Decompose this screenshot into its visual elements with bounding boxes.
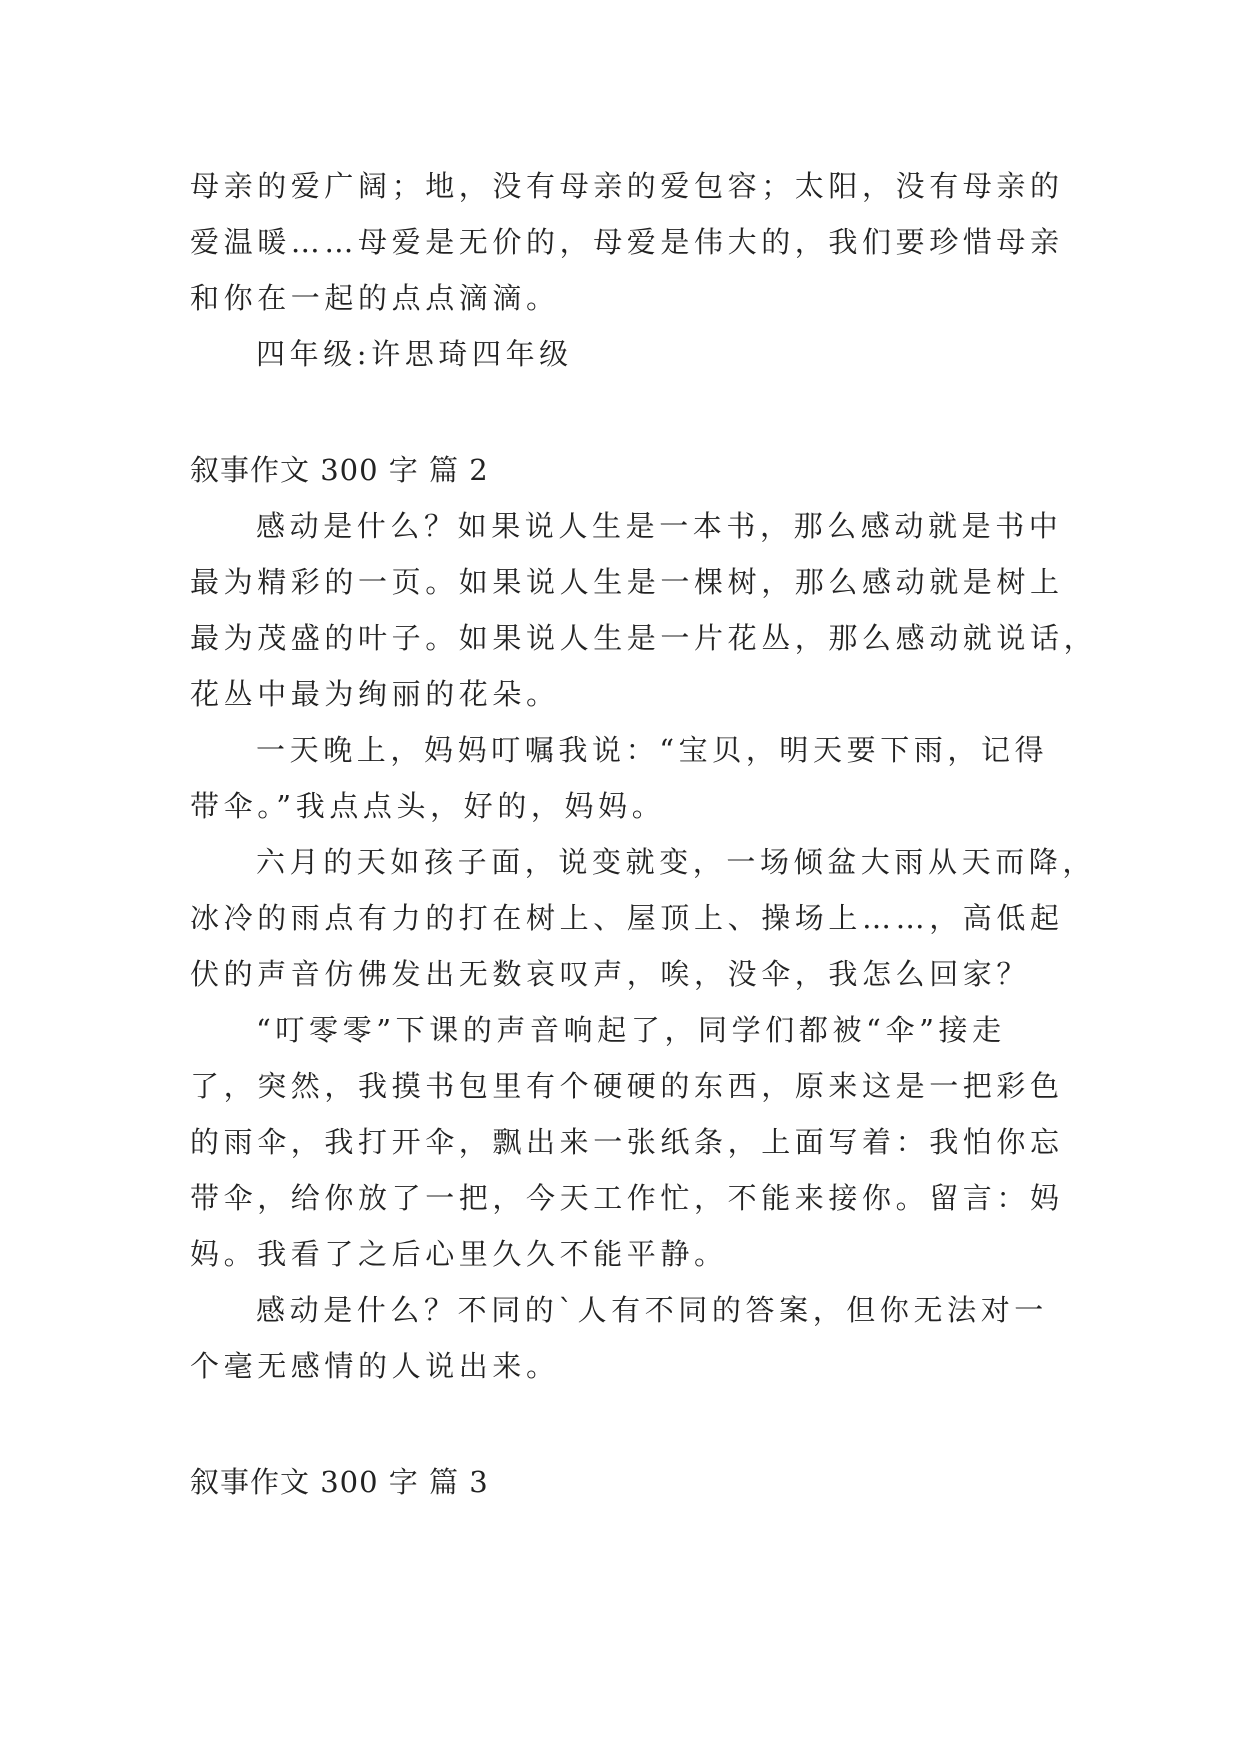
text-line: 带伞。”我点点头，好的，妈妈。: [190, 789, 666, 823]
section-heading: 叙事作文 300 字 篇 2: [190, 453, 489, 487]
section-1: [190, 158, 1064, 382]
paragraph: [190, 722, 1052, 834]
text-line: 六月的天如孩子面，说变就变，一场倾盆大雨从天而降，: [256, 845, 1097, 879]
text-line: 伏的声音仿佛发出无数哀叹声，唉，没伞，我怎么回家？: [190, 957, 1031, 991]
text-line: 花丛中最为绚丽的花朵。: [190, 677, 560, 711]
author-line: 四年级:许思琦四年级: [256, 337, 573, 371]
text-line: 最为茂盛的叶子。如果说人生是一片花丛，那么感动就说话，: [190, 621, 1098, 655]
text-line: 妈。我看了之后心里久久不能平静。: [190, 1237, 728, 1271]
section-3: [190, 1454, 1052, 1510]
text-line: 带伞，给你放了一把，今天工作忙，不能来接你。留言：妈: [190, 1181, 1064, 1215]
paragraph: [190, 498, 1098, 722]
text-line: 个毫无感情的人说出来。: [190, 1349, 560, 1383]
text-line: 最为精彩的一页。如果说人生是一棵树，那么感动就是树上: [190, 565, 1064, 599]
document-page: [190, 158, 1098, 1510]
text-line: 感动是什么？不同的`人有不同的答案，但你无法对一: [256, 1293, 1048, 1327]
paragraph: [190, 1002, 1064, 1282]
text-line: 爱温暖……母爱是无价的，母爱是伟大的，我们要珍惜母亲: [190, 225, 1064, 259]
text-line: 的雨伞，我打开伞，飘出来一张纸条，上面写着：我怕你忘: [190, 1125, 1064, 1159]
paragraph: [190, 834, 1097, 1002]
text-line: 一天晚上，妈妈叮嘱我说：“宝贝，明天要下雨，记得: [256, 733, 1049, 767]
text-line: 母亲的爱广阔；地，没有母亲的爱包容；太阳，没有母亲的: [190, 169, 1064, 203]
section-2: [190, 442, 1098, 1394]
text-line: 感动是什么？如果说人生是一本书，那么感动就是书中: [256, 509, 1063, 543]
text-line: 和你在一起的点点滴滴。: [190, 281, 560, 315]
text-line: “叮零零”下课的声音响起了，同学们都被“伞”接走: [256, 1013, 1006, 1047]
paragraph: [190, 1282, 1052, 1394]
spacer: [190, 1394, 1052, 1454]
text-line: 了，突然，我摸书包里有个硬硬的东西，原来这是一把彩色: [190, 1069, 1064, 1103]
section-heading: 叙事作文 300 字 篇 3: [190, 1465, 489, 1499]
spacer: [190, 382, 1052, 442]
text-line: 冰冷的雨点有力的打在树上、屋顶上、操场上……，高低起: [190, 901, 1064, 935]
